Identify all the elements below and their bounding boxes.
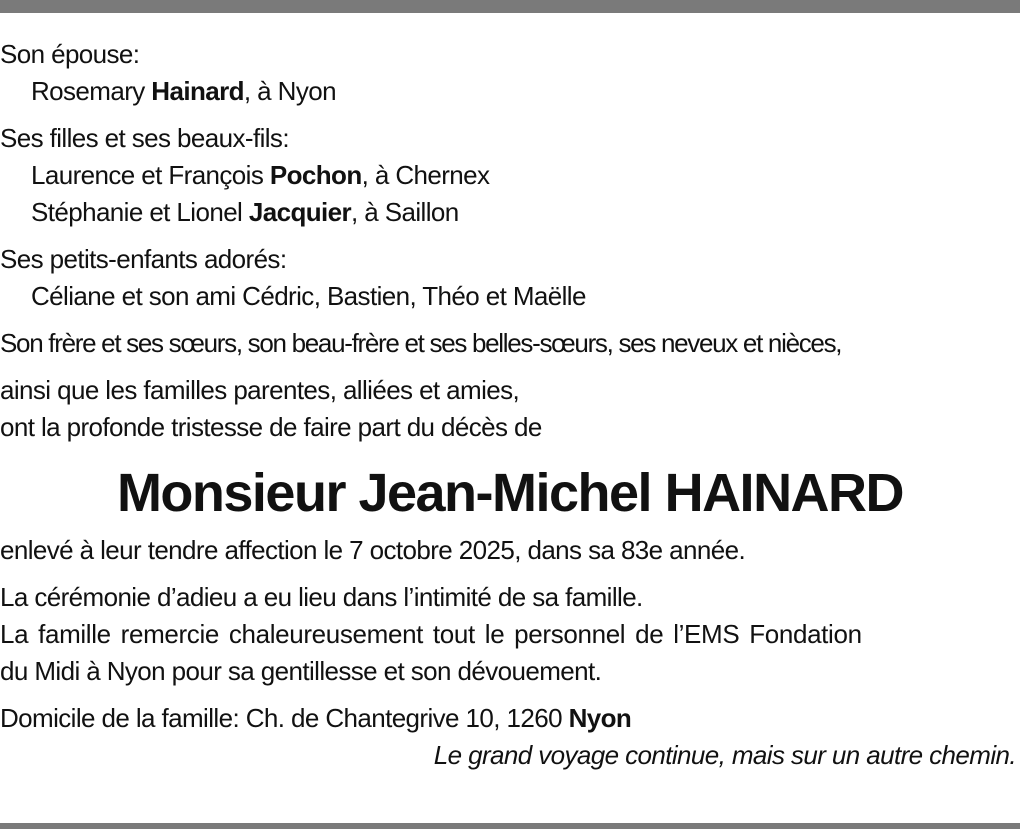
death-line: enlevé à leur tendre affection le 7 octobre 2025, dans sa 83e année. (0, 535, 746, 565)
bottom-rule (0, 823, 1020, 829)
top-rule (0, 0, 1020, 13)
domicile-address: Domicile de la famille: Ch. de Chantegrive 10, 1260 (0, 703, 569, 733)
daughter-line-1 (0, 157, 1020, 194)
spouse-line (0, 73, 1020, 110)
daughter-line-2 (0, 194, 1020, 231)
spouse-place: , à Nyon (243, 76, 336, 106)
ceremony-line: La cérémonie d’adieu a eu lieu dans l’intimité de sa famille. (0, 582, 643, 612)
thanks-line-1: La famille remercie chaleureusement tout le personnel de l’EMS Fondation (0, 619, 862, 649)
domicile-line (0, 700, 1020, 737)
daughter-2-surname: Jacquier (248, 197, 352, 227)
motto: Le grand voyage continue, mais sur un autre chemin. (433, 740, 1016, 770)
spouse-heading: Son épouse: (0, 39, 140, 69)
spouse-surname: Hainard (151, 76, 244, 106)
spouse-first: Rosemary (31, 76, 152, 106)
families-line-1: ainsi que les familles parentes, alliées et amies, (0, 375, 520, 405)
daughter-1-surname: Pochon (269, 160, 362, 190)
obituary-notice (0, 36, 1020, 774)
deceased-name: Monsieur Jean-Michel HAINARD (116, 463, 904, 523)
daughter-1-place: , à Chernex (361, 160, 490, 190)
daughters-heading: Ses filles et ses beaux-fils: (0, 123, 289, 153)
daughter-2-names: Stéphanie et Lionel (31, 197, 249, 227)
grandchildren-heading: Ses petits-enfants adorés: (0, 244, 287, 274)
daughter-2-place: , à Saillon (351, 197, 459, 227)
domicile-city: Nyon (568, 703, 632, 733)
daughter-1-names: Laurence et François (31, 160, 270, 190)
siblings-line: Son frère et ses sœurs, son beau-frère et ses belles-sœurs, ses neveux et nièces, (0, 328, 842, 358)
thanks-line-2: du Midi à Nyon pour sa gentillesse et son dévouement. (0, 656, 602, 686)
families-line-2: ont la profonde tristesse de faire part du décès de (0, 412, 542, 442)
grandchildren-line: Céliane et son ami Cédric, Bastien, Théo et Maëlle (31, 281, 586, 311)
